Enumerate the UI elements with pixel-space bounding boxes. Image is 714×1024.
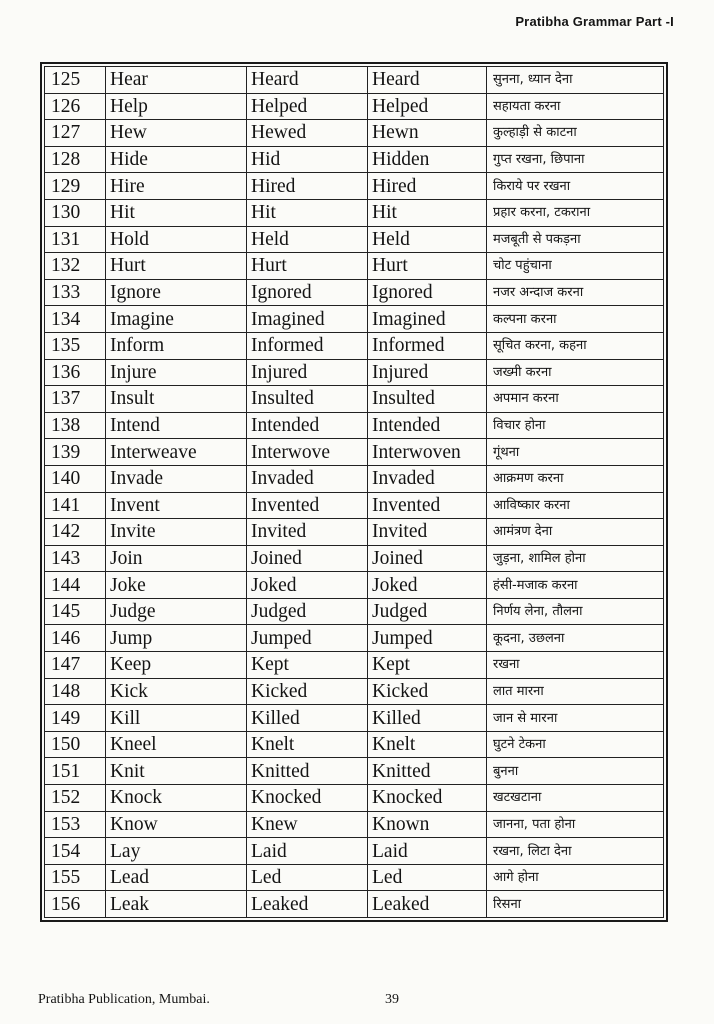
past-participle-cell: Knocked [368, 785, 487, 812]
table-row [45, 465, 664, 492]
base-form-cell: Kick [106, 678, 247, 705]
hindi-meaning-cell: नजर अन्दाज करना [487, 279, 664, 306]
past-tense-cell: Intended [247, 412, 368, 439]
past-participle-cell: Killed [368, 705, 487, 732]
table-row [45, 306, 664, 333]
serial-number-cell: 144 [45, 572, 106, 599]
serial-number-cell: 156 [45, 891, 106, 918]
past-tense-cell: Held [247, 226, 368, 253]
past-participle-cell: Injured [368, 359, 487, 386]
hindi-meaning-cell: रिसना [487, 891, 664, 918]
hindi-meaning-cell: रखना [487, 652, 664, 679]
hindi-meaning-cell: जुड़ना, शामिल होना [487, 545, 664, 572]
past-tense-cell: Imagined [247, 306, 368, 333]
hindi-meaning-cell: गूंथना [487, 439, 664, 466]
past-participle-cell: Knelt [368, 731, 487, 758]
hindi-meaning-cell: घुटने टेकना [487, 731, 664, 758]
hindi-meaning-cell: हंसी-मजाक करना [487, 572, 664, 599]
past-participle-cell: Invented [368, 492, 487, 519]
table-row [45, 359, 664, 386]
table-row [45, 199, 664, 226]
base-form-cell: Hide [106, 146, 247, 173]
hindi-meaning-cell: आगे होना [487, 864, 664, 891]
table-row [45, 545, 664, 572]
past-participle-cell: Kept [368, 652, 487, 679]
base-form-cell: Keep [106, 652, 247, 679]
base-form-cell: Hire [106, 173, 247, 200]
past-tense-cell: Knew [247, 811, 368, 838]
serial-number-cell: 129 [45, 173, 106, 200]
base-form-cell: Ignore [106, 279, 247, 306]
table-row [45, 598, 664, 625]
table-row [45, 519, 664, 546]
serial-number-cell: 130 [45, 199, 106, 226]
serial-number-cell: 142 [45, 519, 106, 546]
past-tense-cell: Invited [247, 519, 368, 546]
past-tense-cell: Judged [247, 598, 368, 625]
table-row [45, 146, 664, 173]
serial-number-cell: 145 [45, 598, 106, 625]
base-form-cell: Knock [106, 785, 247, 812]
past-tense-cell: Knitted [247, 758, 368, 785]
past-participle-cell: Joked [368, 572, 487, 599]
base-form-cell: Hold [106, 226, 247, 253]
past-participle-cell: Known [368, 811, 487, 838]
base-form-cell: Kill [106, 705, 247, 732]
serial-number-cell: 133 [45, 279, 106, 306]
table-row [45, 731, 664, 758]
base-form-cell: Intend [106, 412, 247, 439]
past-tense-cell: Helped [247, 93, 368, 120]
serial-number-cell: 155 [45, 864, 106, 891]
past-participle-cell: Invaded [368, 465, 487, 492]
base-form-cell: Help [106, 93, 247, 120]
base-form-cell: Joke [106, 572, 247, 599]
past-participle-cell: Ignored [368, 279, 487, 306]
base-form-cell: Invade [106, 465, 247, 492]
past-tense-cell: Hurt [247, 253, 368, 280]
table-row [45, 652, 664, 679]
base-form-cell: Leak [106, 891, 247, 918]
base-form-cell: Lay [106, 838, 247, 865]
hindi-meaning-cell: सुनना, ध्यान देना [487, 67, 664, 94]
past-participle-cell: Knitted [368, 758, 487, 785]
serial-number-cell: 128 [45, 146, 106, 173]
serial-number-cell: 138 [45, 412, 106, 439]
serial-number-cell: 140 [45, 465, 106, 492]
past-participle-cell: Heard [368, 67, 487, 94]
past-tense-cell: Knelt [247, 731, 368, 758]
past-tense-cell: Joked [247, 572, 368, 599]
past-participle-cell: Insulted [368, 386, 487, 413]
running-header: Pratibha Grammar Part -I [515, 14, 674, 29]
serial-number-cell: 154 [45, 838, 106, 865]
past-tense-cell: Laid [247, 838, 368, 865]
table-row [45, 93, 664, 120]
base-form-cell: Know [106, 811, 247, 838]
table-row [45, 625, 664, 652]
serial-number-cell: 143 [45, 545, 106, 572]
base-form-cell: Hew [106, 120, 247, 147]
base-form-cell: Jump [106, 625, 247, 652]
hindi-meaning-cell: कूदना, उछलना [487, 625, 664, 652]
past-participle-cell: Hired [368, 173, 487, 200]
table-row [45, 439, 664, 466]
base-form-cell: Hurt [106, 253, 247, 280]
table-row [45, 412, 664, 439]
table-row [45, 173, 664, 200]
past-participle-cell: Hurt [368, 253, 487, 280]
past-participle-cell: Hit [368, 199, 487, 226]
base-form-cell: Judge [106, 598, 247, 625]
base-form-cell: Hear [106, 67, 247, 94]
serial-number-cell: 152 [45, 785, 106, 812]
verb-forms-table [44, 66, 664, 918]
past-participle-cell: Helped [368, 93, 487, 120]
table-row [45, 705, 664, 732]
hindi-meaning-cell: आमंत्रण देना [487, 519, 664, 546]
past-tense-cell: Hired [247, 173, 368, 200]
past-tense-cell: Leaked [247, 891, 368, 918]
serial-number-cell: 151 [45, 758, 106, 785]
past-tense-cell: Led [247, 864, 368, 891]
table-row [45, 811, 664, 838]
serial-number-cell: 153 [45, 811, 106, 838]
past-tense-cell: Insulted [247, 386, 368, 413]
table-row [45, 492, 664, 519]
table-row [45, 838, 664, 865]
base-form-cell: Invent [106, 492, 247, 519]
past-tense-cell: Injured [247, 359, 368, 386]
past-tense-cell: Hid [247, 146, 368, 173]
base-form-cell: Insult [106, 386, 247, 413]
serial-number-cell: 149 [45, 705, 106, 732]
hindi-meaning-cell: जानना, पता होना [487, 811, 664, 838]
hindi-meaning-cell: लात मारना [487, 678, 664, 705]
table-row [45, 67, 664, 94]
past-tense-cell: Killed [247, 705, 368, 732]
past-participle-cell: Interwoven [368, 439, 487, 466]
table-row [45, 785, 664, 812]
table-row [45, 572, 664, 599]
table-row [45, 386, 664, 413]
past-tense-cell: Hewed [247, 120, 368, 147]
hindi-meaning-cell: आविष्कार करना [487, 492, 664, 519]
past-participle-cell: Hidden [368, 146, 487, 173]
hindi-meaning-cell: रखना, लिटा देना [487, 838, 664, 865]
serial-number-cell: 136 [45, 359, 106, 386]
past-tense-cell: Kept [247, 652, 368, 679]
serial-number-cell: 132 [45, 253, 106, 280]
table-row [45, 891, 664, 918]
table-row [45, 758, 664, 785]
serial-number-cell: 127 [45, 120, 106, 147]
past-participle-cell: Leaked [368, 891, 487, 918]
base-form-cell: Hit [106, 199, 247, 226]
serial-number-cell: 150 [45, 731, 106, 758]
past-tense-cell: Heard [247, 67, 368, 94]
past-participle-cell: Judged [368, 598, 487, 625]
table-row [45, 332, 664, 359]
hindi-meaning-cell: निर्णय लेना, तौलना [487, 598, 664, 625]
past-participle-cell: Kicked [368, 678, 487, 705]
serial-number-cell: 147 [45, 652, 106, 679]
past-participle-cell: Informed [368, 332, 487, 359]
table-row [45, 864, 664, 891]
past-tense-cell: Informed [247, 332, 368, 359]
hindi-meaning-cell: सूचित करना, कहना [487, 332, 664, 359]
base-form-cell: Join [106, 545, 247, 572]
serial-number-cell: 126 [45, 93, 106, 120]
hindi-meaning-cell: सहायता करना [487, 93, 664, 120]
footer-publisher: Pratibha Publication, Mumbai. [38, 992, 210, 1007]
serial-number-cell: 148 [45, 678, 106, 705]
past-participle-cell: Held [368, 226, 487, 253]
past-tense-cell: Knocked [247, 785, 368, 812]
past-participle-cell: Imagined [368, 306, 487, 333]
past-tense-cell: Hit [247, 199, 368, 226]
hindi-meaning-cell: प्रहार करना, टकराना [487, 199, 664, 226]
base-form-cell: Knit [106, 758, 247, 785]
hindi-meaning-cell: जख्मी करना [487, 359, 664, 386]
page-number: 39 [385, 992, 399, 1007]
table-row [45, 678, 664, 705]
past-participle-cell: Jumped [368, 625, 487, 652]
serial-number-cell: 139 [45, 439, 106, 466]
serial-number-cell: 146 [45, 625, 106, 652]
verb-table-frame [40, 62, 668, 922]
hindi-meaning-cell: विचार होना [487, 412, 664, 439]
serial-number-cell: 137 [45, 386, 106, 413]
past-participle-cell: Laid [368, 838, 487, 865]
hindi-meaning-cell: बुनना [487, 758, 664, 785]
past-tense-cell: Ignored [247, 279, 368, 306]
hindi-meaning-cell: कुल्हाड़ी से काटना [487, 120, 664, 147]
past-tense-cell: Kicked [247, 678, 368, 705]
base-form-cell: Injure [106, 359, 247, 386]
hindi-meaning-cell: चोट पहुंचाना [487, 253, 664, 280]
hindi-meaning-cell: अपमान करना [487, 386, 664, 413]
past-tense-cell: Invented [247, 492, 368, 519]
past-participle-cell: Joined [368, 545, 487, 572]
table-row [45, 279, 664, 306]
table-row [45, 226, 664, 253]
serial-number-cell: 134 [45, 306, 106, 333]
base-form-cell: Interweave [106, 439, 247, 466]
base-form-cell: Invite [106, 519, 247, 546]
past-tense-cell: Joined [247, 545, 368, 572]
past-participle-cell: Invited [368, 519, 487, 546]
hindi-meaning-cell: किराये पर रखना [487, 173, 664, 200]
past-tense-cell: Interwove [247, 439, 368, 466]
verb-table-body [45, 67, 664, 918]
base-form-cell: Lead [106, 864, 247, 891]
hindi-meaning-cell: आक्रमण करना [487, 465, 664, 492]
hindi-meaning-cell: खटखटाना [487, 785, 664, 812]
hindi-meaning-cell: कल्पना करना [487, 306, 664, 333]
serial-number-cell: 141 [45, 492, 106, 519]
base-form-cell: Imagine [106, 306, 247, 333]
table-row [45, 120, 664, 147]
past-participle-cell: Intended [368, 412, 487, 439]
hindi-meaning-cell: जान से मारना [487, 705, 664, 732]
base-form-cell: Kneel [106, 731, 247, 758]
past-tense-cell: Jumped [247, 625, 368, 652]
hindi-meaning-cell: मजबूती से पकड़ना [487, 226, 664, 253]
serial-number-cell: 131 [45, 226, 106, 253]
past-tense-cell: Invaded [247, 465, 368, 492]
base-form-cell: Inform [106, 332, 247, 359]
serial-number-cell: 125 [45, 67, 106, 94]
table-row [45, 253, 664, 280]
hindi-meaning-cell: गुप्त रखना, छिपाना [487, 146, 664, 173]
serial-number-cell: 135 [45, 332, 106, 359]
past-participle-cell: Hewn [368, 120, 487, 147]
past-participle-cell: Led [368, 864, 487, 891]
